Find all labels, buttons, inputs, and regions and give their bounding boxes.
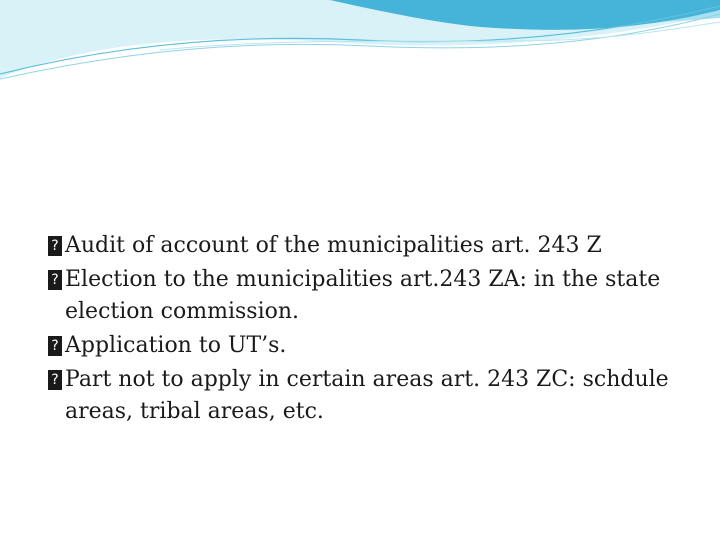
bullet-text: Audit of account of the municipalities art. 243 Z [65, 233, 602, 258]
bullet-item-4 [48, 364, 688, 428]
bullet-text: Part not to apply in certain areas art. 243 ZC: schdule areas, tribal areas, etc. [65, 367, 669, 424]
bullet-item-3 [48, 330, 688, 362]
bullet-text: Election to the municipalities art.243 ZA: in the state election commission. [65, 267, 661, 324]
bullet-item-2 [48, 264, 688, 328]
slide-body [48, 230, 688, 430]
bullet-item-1 [48, 230, 688, 262]
missing-glyph-icon: ? [48, 236, 62, 256]
missing-glyph-icon: ? [48, 336, 62, 356]
missing-glyph-icon: ? [48, 370, 62, 390]
missing-glyph-icon: ? [48, 270, 62, 290]
header-wave-decoration [0, 0, 720, 90]
bullet-text: Application to UT’s. [65, 333, 287, 358]
